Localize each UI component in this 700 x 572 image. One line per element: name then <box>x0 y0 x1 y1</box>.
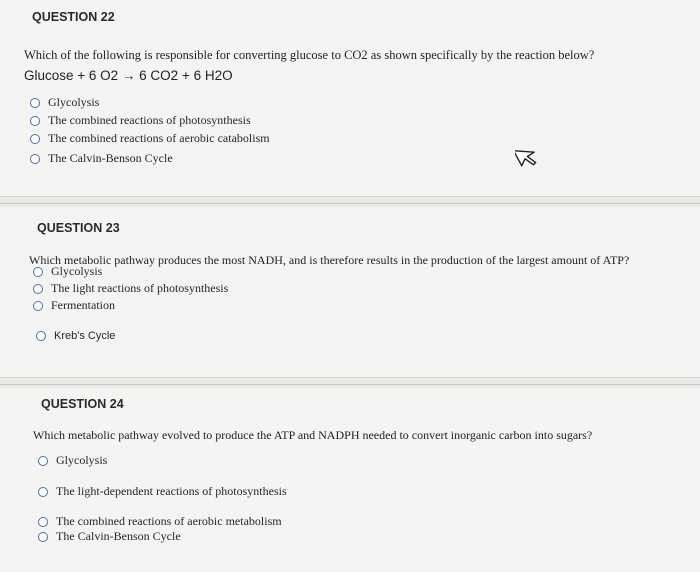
section-divider <box>0 384 700 385</box>
q23-option-2[interactable] <box>33 281 228 296</box>
q24-option-2[interactable] <box>38 484 287 499</box>
radio-button[interactable] <box>33 284 43 294</box>
radio-button[interactable] <box>30 116 40 126</box>
q24-option-1[interactable] <box>38 453 107 468</box>
option-label: Glycolysis <box>48 95 100 109</box>
question-23-text: Which metabolic pathway produces the most NADH, and is therefore results in the production of the largest amount of ATP? <box>29 253 630 267</box>
option-label: The Calvin-Benson Cycle <box>56 529 181 543</box>
q22-option-4[interactable] <box>30 151 173 166</box>
radio-button[interactable] <box>30 98 40 108</box>
question-23-panel <box>0 207 700 378</box>
question-22-title: QUESTION 22 <box>32 10 115 24</box>
option-label: The Calvin-Benson Cycle <box>48 151 173 165</box>
option-label: The combined reactions of photosynthesis <box>48 113 251 127</box>
radio-button[interactable] <box>38 456 48 466</box>
question-24-title: QUESTION 24 <box>41 397 124 411</box>
q23-option-4[interactable] <box>36 330 115 342</box>
q23-option-3[interactable] <box>33 298 115 313</box>
option-label: The combined reactions of aerobic catabolism <box>48 131 270 145</box>
q24-option-3[interactable] <box>38 514 282 529</box>
radio-button[interactable] <box>33 267 43 277</box>
q24-option-4[interactable] <box>38 529 181 544</box>
radio-button[interactable] <box>38 517 48 527</box>
section-divider <box>0 203 700 204</box>
radio-button[interactable] <box>33 301 43 311</box>
option-label: Fermentation <box>51 298 115 312</box>
q22-option-2[interactable] <box>30 113 251 128</box>
mouse-pointer-icon <box>515 144 537 168</box>
question-22-text: Which of the following is responsible for converting glucose to CO2 as shown specifically by the reaction below? <box>24 48 595 62</box>
radio-button[interactable] <box>36 331 46 341</box>
option-label: Glycolysis <box>51 264 103 278</box>
q22-option-3[interactable] <box>30 131 270 146</box>
radio-button[interactable] <box>38 532 48 542</box>
option-label: The light reactions of photosynthesis <box>51 281 229 295</box>
option-label: Kreb's Cycle <box>54 330 116 342</box>
radio-button[interactable] <box>30 154 40 164</box>
q22-option-1[interactable] <box>30 95 99 110</box>
question-24-panel <box>0 388 700 572</box>
q23-option-1[interactable] <box>33 264 102 279</box>
question-22-panel <box>0 0 700 197</box>
question-22-reaction: Glucose + 6 O2 → 6 CO2 + 6 H2O <box>24 68 233 83</box>
option-label: The light-dependent reactions of photosynthesis <box>56 484 287 498</box>
radio-button[interactable] <box>30 134 40 144</box>
question-23-title: QUESTION 23 <box>37 221 120 235</box>
question-24-text: Which metabolic pathway evolved to produce the ATP and NADPH needed to convert inorganic carbon into sugars? <box>33 428 593 442</box>
option-label: Glycolysis <box>56 453 108 467</box>
radio-button[interactable] <box>38 487 48 497</box>
option-label: The combined reactions of aerobic metabolism <box>56 514 282 528</box>
